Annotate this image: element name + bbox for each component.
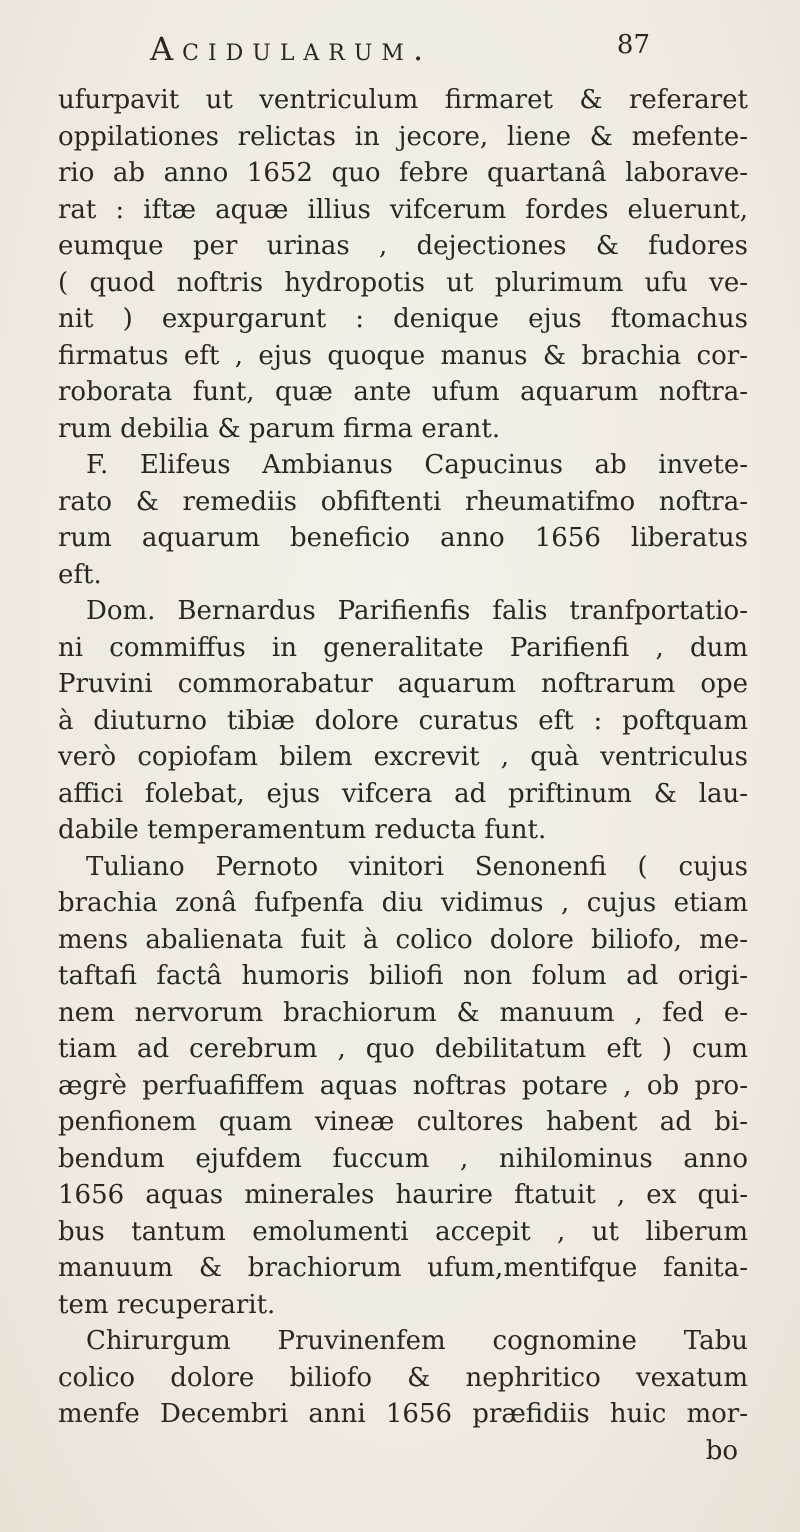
text-line: mens abalienata fuit à colico dolore biliofo, me- <box>58 924 748 955</box>
text-line: nit ) expurgarunt : denique ejus ftomachus <box>58 304 748 334</box>
text-line: rat : iftæ aquæ illius vifcerum fordes eluerunt, <box>58 194 748 225</box>
text-line: firmatus eft , ejus quoque manus & brachia cor- <box>58 340 748 371</box>
text-line: rato & remediis obfiftenti rheumatifmo noftra- <box>58 486 748 517</box>
text-line: Dom. Bernardus Parifienfis falis tranfportatio- <box>86 596 748 626</box>
text-line: Chirurgum Pruvinenfem cognomine Tabu <box>86 1326 748 1356</box>
catchword: bo <box>705 1435 738 1466</box>
text-line: bendum ejufdem fuccum , nihilominus anno <box>58 1143 748 1174</box>
text-line: Tuliano Pernoto vinitori Senonenfi ( cujus <box>86 851 748 882</box>
page-number: 87 <box>616 30 650 60</box>
text-line: tiam ad cerebrum , quo debilitatum eft ) cum <box>58 1034 748 1064</box>
text-line: ni commiffus in generalitate Parifienfi , dum <box>58 632 748 663</box>
body-text <box>58 82 748 1469</box>
text-line: roborata funt, quæ ante ufum aquarum noftra- <box>58 377 748 407</box>
text-line: colico dolore biliofo & nephritico vexatum <box>58 1362 748 1393</box>
text-line: menfe Decembri anni 1656 præfidiis huic mor- <box>58 1399 748 1429</box>
text-line: 1656 aquas minerales haurire ftatuit , ex qui- <box>58 1180 748 1210</box>
text-line: affici folebat, ejus vifcera ad priftinum & lau- <box>58 778 748 809</box>
running-head <box>150 30 650 74</box>
text-line: brachia zonâ fufpenfa diu vidimus , cujus etiam <box>58 888 748 918</box>
text-line: penfionem quam vineæ cultores habent ad bi- <box>58 1107 748 1137</box>
text-line: F. Elifeus Ambianus Capucinus ab invete- <box>86 450 748 480</box>
text-line: manuum & brachiorum ufum,mentifque fanita- <box>58 1253 748 1283</box>
running-head-title: Acidularum. <box>150 30 433 68</box>
text-line: rum aquarum beneficio anno 1656 liberatus <box>58 523 748 553</box>
text-line: verò copiofam bilem excrevit , quà ventriculus <box>58 742 748 772</box>
text-line: dabile temperamentum reducta funt. <box>58 815 547 845</box>
text-line: ægrè perfuafiffem aquas noftras potare , ob pro- <box>58 1070 748 1101</box>
text-line: nem nervorum brachiorum & manuum , fed e- <box>58 997 748 1028</box>
text-line: eft. <box>58 559 102 590</box>
text-line: ( quod noftris hydropotis ut plurimum ufu ve- <box>58 267 748 298</box>
text-line: bus tantum emolumenti accepit , ut liberum <box>58 1216 748 1247</box>
text-line: oppilationes relictas in jecore, liene & mefente- <box>58 121 748 152</box>
text-line: rum debilia & parum firma erant. <box>58 413 501 444</box>
text-line: tem recuperarit. <box>58 1289 276 1320</box>
text-line: rio ab anno 1652 quo febre quartanâ laborave- <box>58 158 748 188</box>
text-line: eumque per urinas , dejectiones & fudores <box>58 231 748 261</box>
text-line: taftafi factâ humoris biliofi non folum ad origi- <box>58 961 748 991</box>
text-line: Pruvini commorabatur aquarum noftrarum ope <box>58 669 748 699</box>
text-line: ufurpavit ut ventriculum firmaret & referaret <box>58 85 748 115</box>
text-line: à diuturno tibiæ dolore curatus eft : poftquam <box>58 705 748 736</box>
